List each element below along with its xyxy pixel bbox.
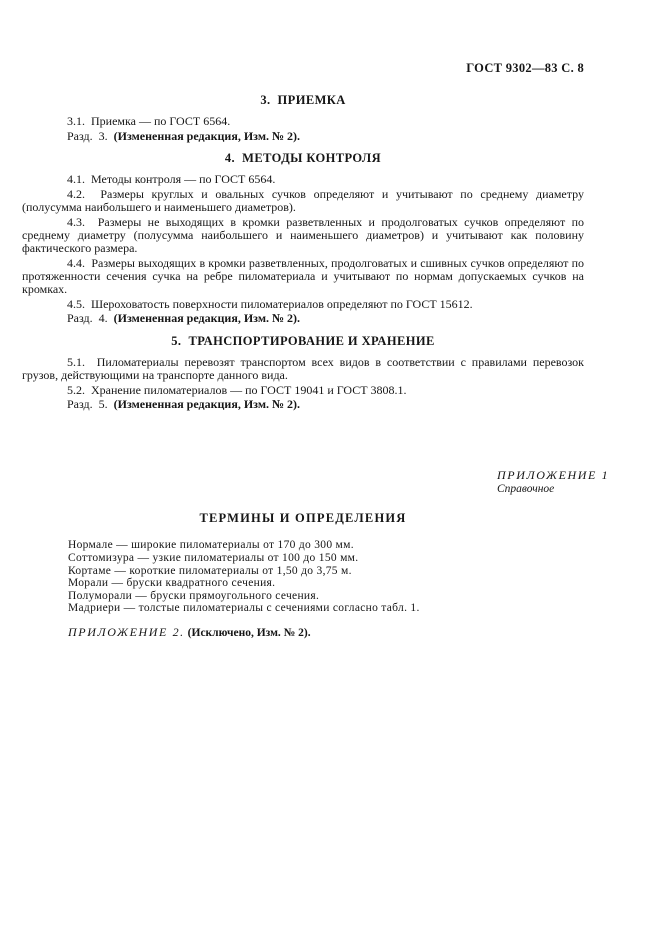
amendment-note-4 xyxy=(22,312,584,325)
running-header-text: ГОСТ 9302—83 С. 8 xyxy=(466,61,584,75)
term-item: Кортаме — короткие пиломатериалы от 1,50 до 3,75 м. xyxy=(68,564,352,577)
amendment-note-4-label: Разд. 4. xyxy=(67,311,108,326)
clause-4-4: 4.4. Размеры выходящих в кромки разветвленных, продолговатых и сшивных сучков определяют по протяженности сечения сучка на ребре пиломатериала и учитывают по нормам допускаемых сучков на кромках. xyxy=(22,255,584,297)
appendix-2-text: (Исключено, Изм. № 2). xyxy=(184,627,311,640)
term-item: Мадриери — толстые пиломатериалы с сечениями согласно табл. 1. xyxy=(68,602,420,615)
amendment-note-5 xyxy=(22,398,584,411)
section-5-heading: 5. ТРАНСПОРТИРОВАНИЕ И ХРАНЕНИЕ xyxy=(171,333,435,348)
appendix-1-subtitle: Справочное xyxy=(497,483,555,496)
terms-list xyxy=(68,539,584,615)
section-4-heading: 4. МЕТОДЫ КОНТРОЛЯ xyxy=(224,150,382,165)
term-item: Полуморали — бруски прямоугольного сечения. xyxy=(68,589,320,602)
clause-5-2: 5.2. Хранение пиломатериалов — по ГОСТ 19041 и ГОСТ 3808.1. xyxy=(67,382,407,397)
appendix-1-header xyxy=(497,468,610,496)
section-3-heading: 3. ПРИЕМКА xyxy=(260,93,346,107)
clause-4-2: 4.2. Размеры круглых и овальных сучков определяют и учитывают по среднему диаметру (полусумма наибольшего и наименьшего диаметров). xyxy=(22,186,584,214)
amendment-note-5-text: (Измененная редакция, Изм. № 2). xyxy=(107,397,301,412)
amendment-note-3 xyxy=(22,130,584,143)
term-item: Нормале — широкие пиломатериалы от 170 до 300 мм. xyxy=(68,539,354,552)
amendment-note-5-label: Разд. 5. xyxy=(67,397,108,412)
clause-3-1: 3.1. Приемка — по ГОСТ 6564. xyxy=(67,114,231,128)
terms-heading: ТЕРМИНЫ И ОПРЕДЕЛЕНИЯ xyxy=(199,511,407,526)
amendment-note-3-label: Разд. 3. xyxy=(67,128,108,143)
amendment-note-3-text: (Измененная редакция, Изм. № 2). xyxy=(107,128,301,143)
appendix-2-note xyxy=(68,625,584,640)
amendment-note-4-text: (Измененная редакция, Изм. № 2). xyxy=(107,311,301,326)
running-header xyxy=(22,61,584,75)
clause-4-3: 4.3. Размеры не выходящих в кромки разветвленных и продолговатых сучков определяют по среднему диаметру (полусумма наибольшего и наименьшего диаметров) и учитывают как половину фактического размера. xyxy=(22,214,584,255)
appendix-2-label: ПРИЛОЖЕНИЕ 2. xyxy=(68,625,185,640)
clause-4-1: 4.1. Методы контроля — по ГОСТ 6564. xyxy=(67,171,276,186)
clause-4-5: 4.5. Шероховатость поверхности пиломатериалов определяют по ГОСТ 15612. xyxy=(67,296,473,311)
term-item: Соттомизура — узкие пиломатериалы от 100 до 150 мм. xyxy=(68,552,359,565)
term-item: Морали — бруски квадратного сечения. xyxy=(68,577,276,590)
clause-5-1: 5.1. Пиломатериалы перевозят транспортом всех видов в соответствии с правилами перевозок грузов, действующими на транспорте данного вида. xyxy=(22,354,584,382)
appendix-1-title: ПРИЛОЖЕНИЕ 1 xyxy=(497,468,610,483)
